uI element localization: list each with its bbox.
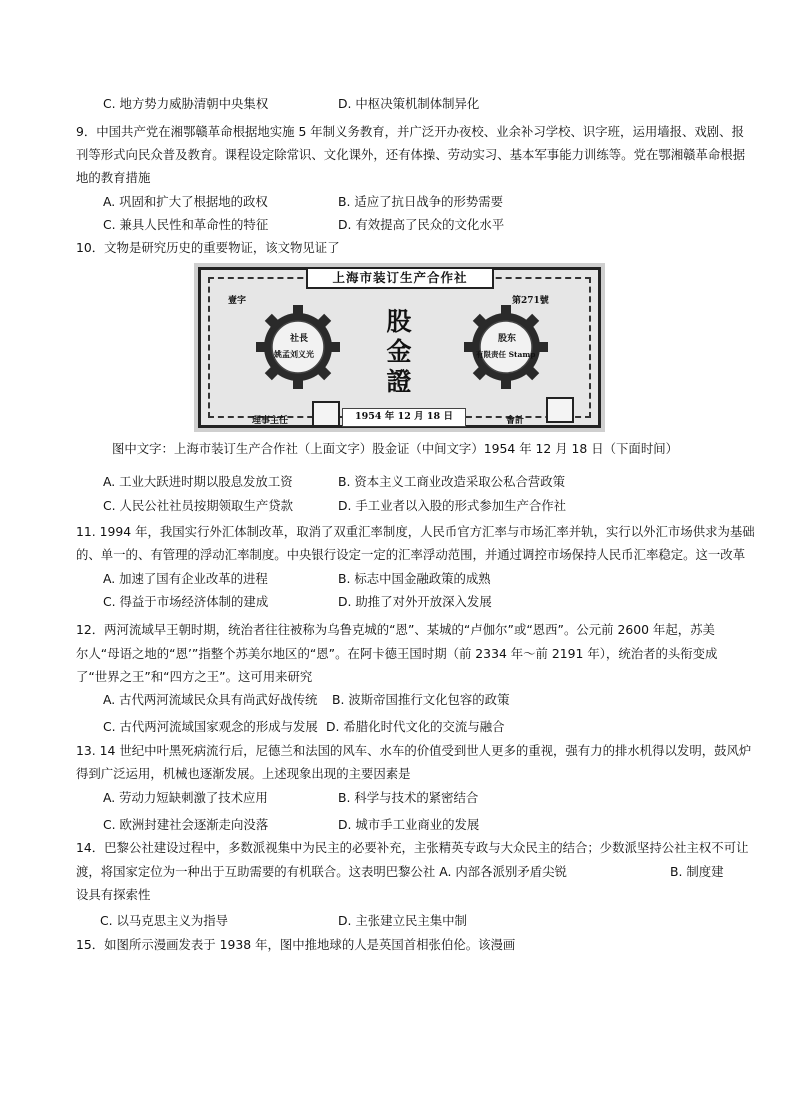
certificate-title-char3: 證: [386, 367, 412, 396]
certificate-title: [378, 307, 420, 397]
q15-stem-line1: 15．如图所示漫画发表于 1938 年，图中推地球的人是英国首相张伯伦。该漫画: [76, 937, 516, 952]
left-gear-seal-icon: [256, 305, 340, 389]
certificate-title-char1: 股: [386, 307, 412, 336]
left-gear-label: 社長: [290, 334, 309, 344]
q10-image-caption: 图中文字：上海市装订生产合作社（上面文字）股金证（中间文字）1954 年 12 月 18 日（下面时间）: [112, 441, 678, 456]
q13-option-d: D. 城市手工业商业的发展: [338, 817, 480, 832]
q13-option-a: A. 劳动力短缺刺激了技术应用: [103, 790, 268, 805]
certificate-header: 上海市装订生产合作社: [306, 267, 494, 289]
q11-stem-line2: 的、单一的、有管理的浮动汇率制度。中央银行设定一定的汇率浮动范围，并通过调控市场保持人民币汇率稳定。这一改革: [76, 547, 746, 562]
q10-stem: 10．文物是研究历史的重要物证，该文物见证了: [76, 240, 340, 255]
q10-option-d: D. 手工业者以入股的形式参加生产合作社: [338, 498, 567, 513]
q14-option-d: D. 主张建立民主集中制: [338, 913, 467, 928]
q12-stem-line3: 了“世界之王”和“四方之王”。这可用来研究: [76, 669, 313, 684]
q11-option-b: B. 标志中国金融政策的成熟: [338, 571, 491, 586]
q9-option-c: C. 兼具人民性和革命性的特征: [103, 217, 269, 232]
certificate-bottom-right: 會計: [506, 416, 525, 426]
q14-option-c: C. 以马克思主义为指导: [100, 913, 229, 928]
q14-stem-line1: 14．巴黎公社建设过程中，多数派视集中为民主的必要补充，主张精英专政与大众民主的结合；少数派坚持公社主权不可让: [76, 840, 749, 855]
q13-option-b: B. 科学与技术的紧密结合: [338, 790, 479, 805]
right-gear-stamp: 有限责任 Stamp: [476, 350, 536, 359]
q14-option-b-start: B. 制度建: [670, 864, 724, 879]
share-certificate-image: [194, 263, 605, 432]
q11-option-d: D. 助推了对外开放深入发展: [338, 594, 492, 609]
q9-option-a: A. 巩固和扩大了根据地的政权: [103, 194, 268, 209]
certificate-date: 1954 年 12 月 18 日: [342, 408, 466, 427]
certificate-title-char2: 金: [386, 337, 412, 366]
q12-stem-line2: 尔人“母语之地的“恩’”指整个苏美尔地区的“恩”。在阿卡德王国时期（前 2334 年～前 2191 年），统治者的头衔变成: [76, 646, 718, 661]
certificate-bottom-left: 理事主任: [252, 416, 289, 426]
q14-stem-line3: 设具有探索性: [76, 887, 151, 902]
left-gear-signature: 姚孟刘义光: [274, 349, 314, 359]
q8-option-c: C. 地方势力威胁清朝中央集权: [103, 96, 269, 111]
q8-option-d: D. 中枢决策机制体制异化: [338, 96, 480, 111]
q12-option-c: C. 古代两河流域国家观念的形成与发展: [103, 719, 318, 734]
q13-stem-line1: 13. 14 世纪中叶黑死病流行后，尼德兰和法国的风车、水车的价值受到世人更多的重视，强有力的排水机得以发明，鼓风炉: [76, 743, 752, 758]
q9-stem-line2: 刊等形式向民众普及教育。课程设定除常识、文化课外，还有体操、劳动实习、基本军事能力训练等。党在鄂湘赣革命根据: [76, 147, 746, 162]
q14-stem-line2: 渡，将国家定位为一种出于互助需要的有机联合。这表明巴黎公社 A. 内部各派别矛盾尖锐: [76, 864, 567, 879]
q13-option-c: C. 欧洲封建社会逐渐走向没落: [103, 817, 269, 832]
q11-option-c: C. 得益于市场经济体制的建成: [103, 594, 269, 609]
q12-stem-line1: 12．两河流域早王朝时期，统治者往往被称为乌鲁克城的“恩”、某城的“卢伽尔”或“恩西”。公元前 2600 年起，苏美: [76, 622, 715, 637]
q9-stem-line1: 9．中国共产党在湘鄂赣革命根据地实施 5 年制义务教育，并广泛开办夜校、业余补习学校、识字班，运用墙报、戏剧、报: [76, 124, 744, 139]
q13-stem-line2: 得到广泛运用，机械也逐渐发展。上述现象出现的主要因素是: [76, 766, 411, 781]
q9-stem-line3: 地的教育措施: [76, 170, 151, 185]
q10-option-a: A. 工业大跃进时期以股息发放工资: [103, 474, 293, 489]
right-gear-seal-icon: [464, 305, 548, 389]
q10-option-b: B. 资本主义工商业改造采取公私合营政策: [338, 474, 566, 489]
q12-option-b: B. 波斯帝国推行文化包容的政策: [332, 692, 510, 707]
right-gear-label: 股东: [498, 334, 517, 344]
q11-stem-line1: 11. 1994 年，我国实行外汇体制改革，取消了双重汇率制度，人民币官方汇率与市场汇率并轨，实行以外汇市场供求为基础: [76, 524, 755, 539]
q11-option-a: A. 加速了国有企业改革的进程: [103, 571, 268, 586]
right-seal-stamp: [546, 397, 574, 423]
certificate-right-top: 第271號: [512, 296, 549, 306]
q10-option-c: C. 人民公社社员按期领取生产贷款: [103, 498, 293, 513]
q12-option-d: D. 希腊化时代文化的交流与融合: [326, 719, 505, 734]
q9-option-b: B. 适应了抗日战争的形势需要: [338, 194, 504, 209]
q12-option-a: A. 古代两河流域民众具有尚武好战传统: [103, 692, 318, 707]
q9-option-d: D. 有效提高了民众的文化水平: [338, 217, 505, 232]
left-seal-stamp: [312, 401, 340, 427]
certificate-left-top: 壹字: [228, 296, 247, 306]
